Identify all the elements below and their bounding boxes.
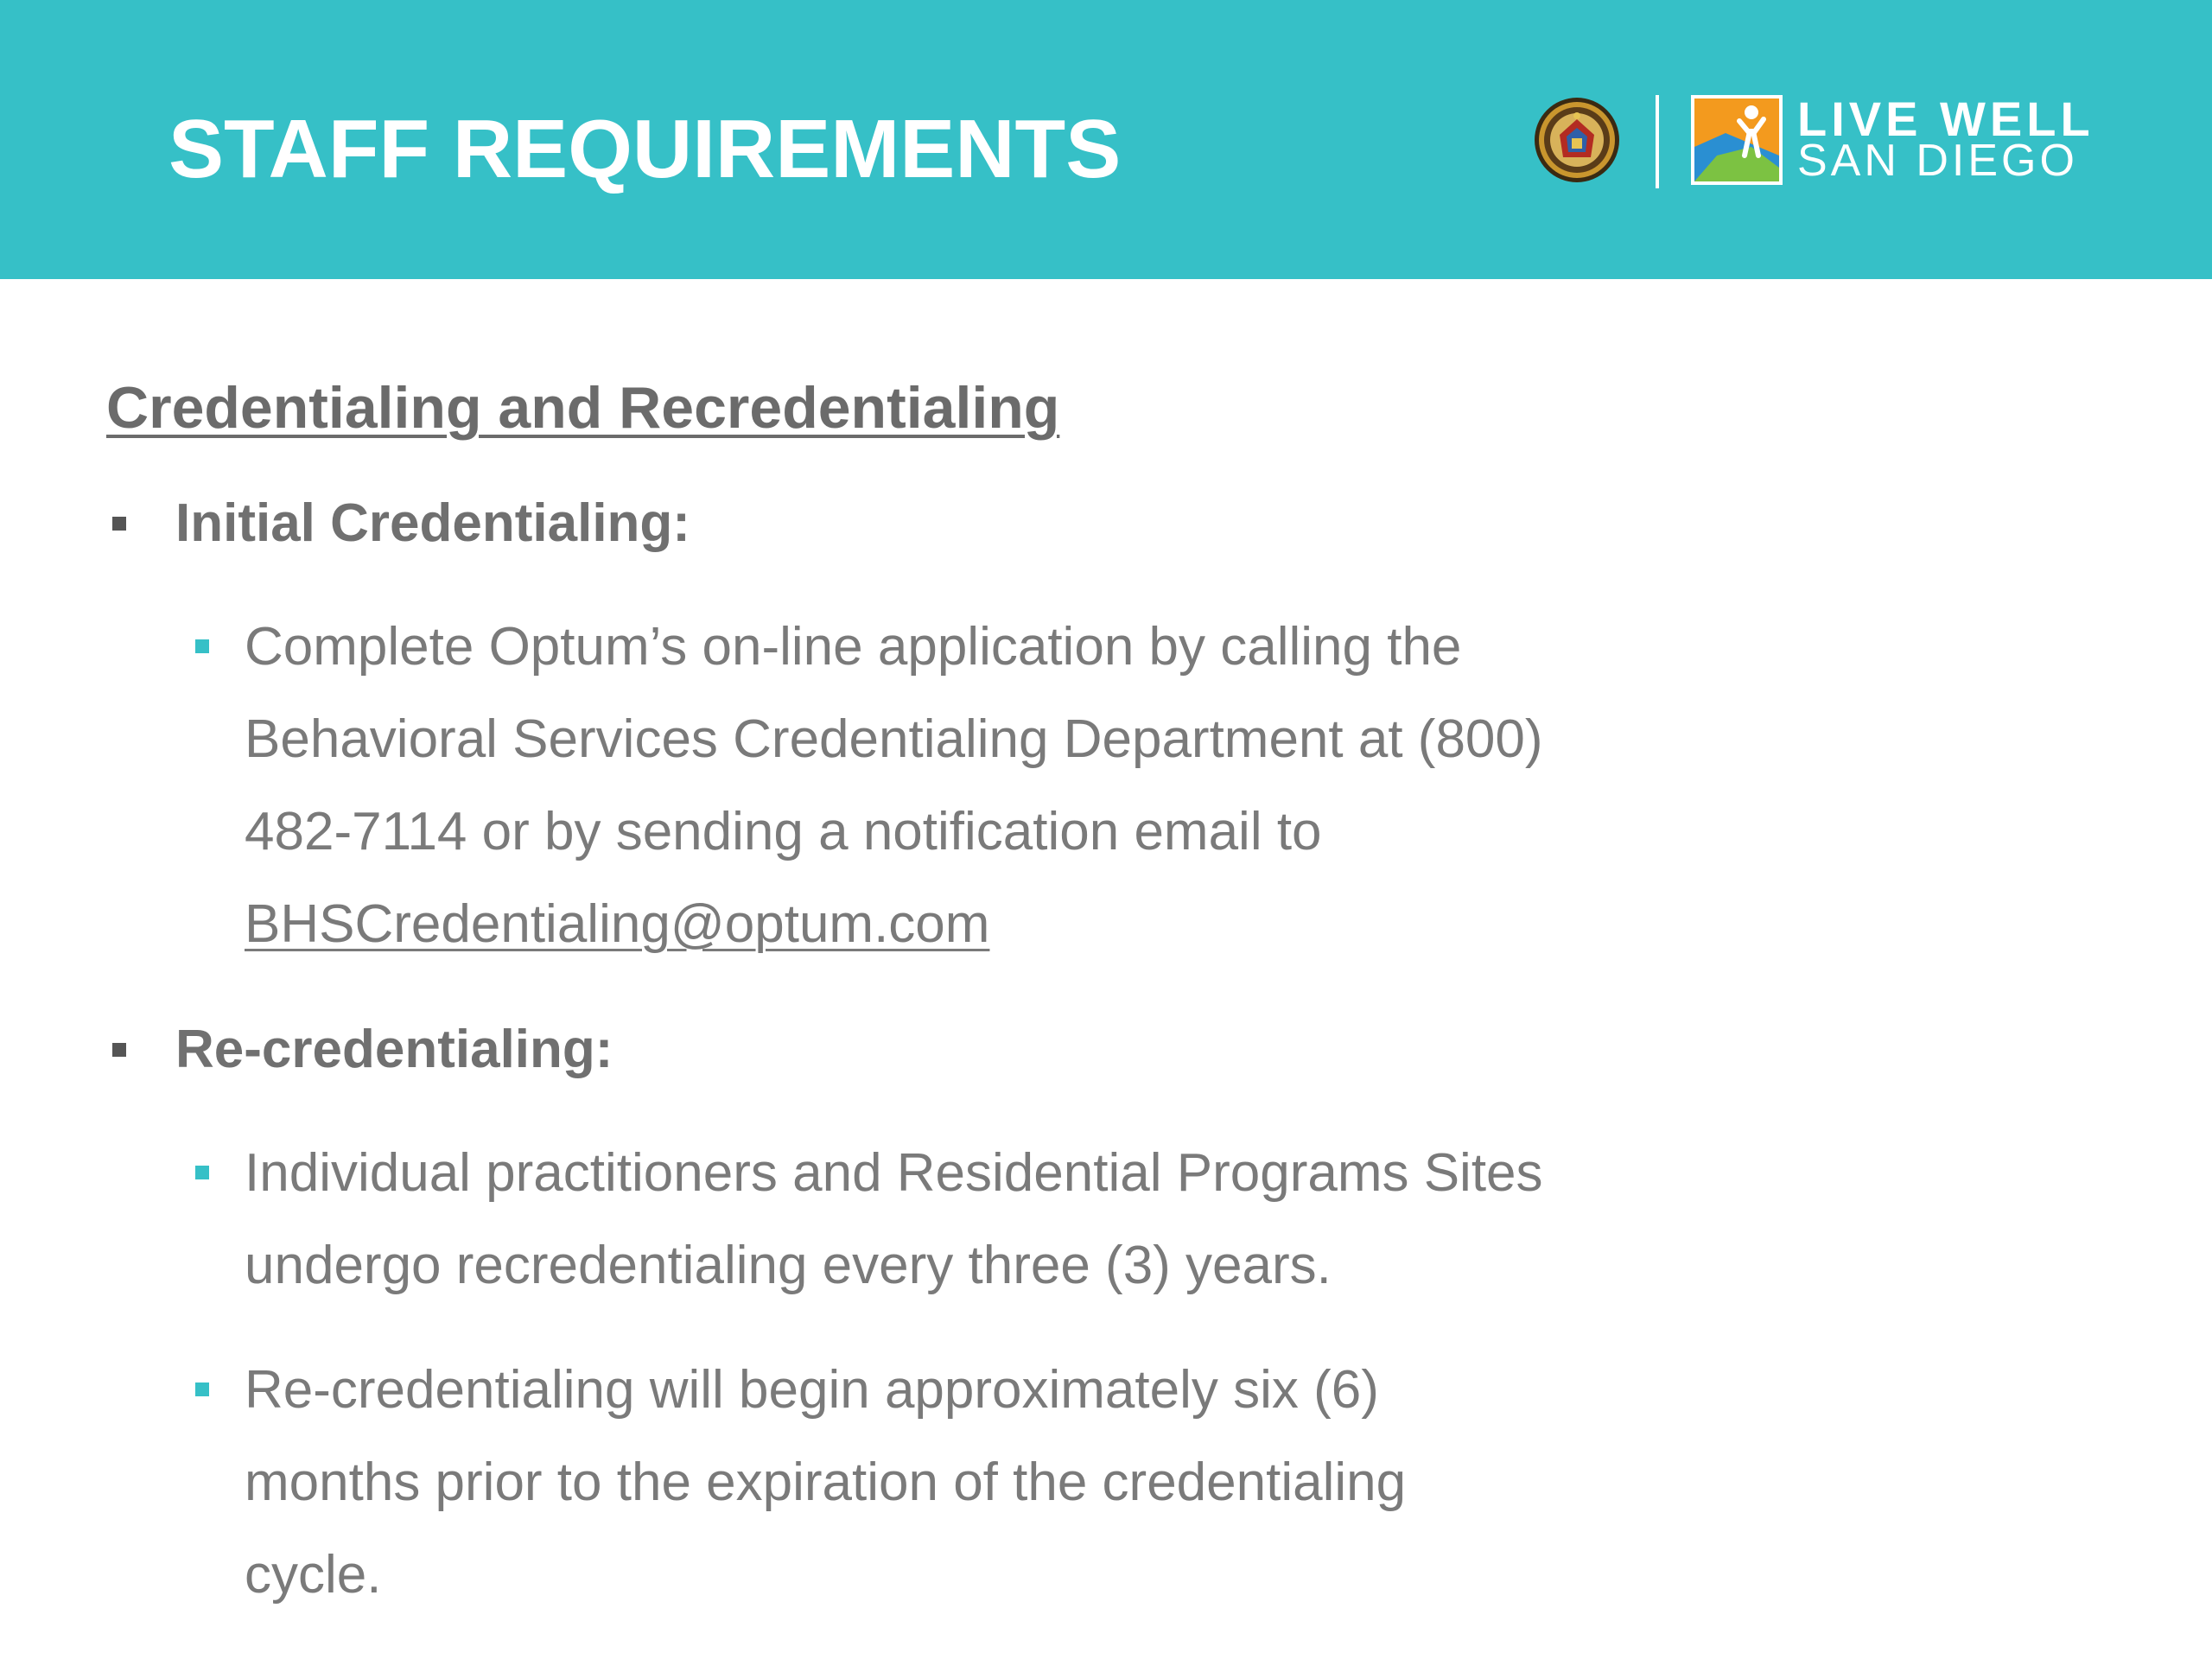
recredentialing-item: Individual practitioners and Residential Programs Sites undergo recredentialing every three (3) years.	[245, 1143, 1543, 1295]
live-well-figure-icon	[1691, 95, 1783, 185]
initial-credentialing-label: Initial Credentialing:	[175, 493, 690, 553]
bullet-square-icon	[195, 1382, 209, 1396]
bullet-square-icon	[112, 1043, 126, 1057]
live-well-logo-line1: LIVE WELL	[1797, 92, 2094, 146]
initial-credentialing-text: Complete Optum’s on-line application by calling the Behavioral Services Credentialing Department at (800) 482-7114 or by sending a notification email to	[245, 617, 1543, 861]
bullet-square-icon	[195, 639, 209, 653]
bullet-square-icon	[112, 517, 126, 531]
recredentialing-item: Re-credentialing will begin approximately six (6) months prior to the expiration of the credentialing cycle.	[245, 1360, 1407, 1605]
logo-divider	[1656, 95, 1659, 188]
recredentialing-label: Re-credentialing:	[175, 1020, 613, 1079]
initial-credentialing-item	[245, 601, 1610, 970]
live-well-logo-line2: SAN DIEGO	[1797, 136, 2078, 186]
section-heading: Credentialing and Recredentialing	[106, 375, 1060, 441]
county-seal-icon	[1534, 97, 1620, 183]
credentialing-email-link[interactable]: BHSCredentialing@optum.com	[245, 894, 990, 954]
slide-title: STAFF REQUIREMENTS	[168, 103, 1122, 195]
bullet-square-icon	[195, 1166, 209, 1179]
header-bar	[0, 0, 2212, 279]
